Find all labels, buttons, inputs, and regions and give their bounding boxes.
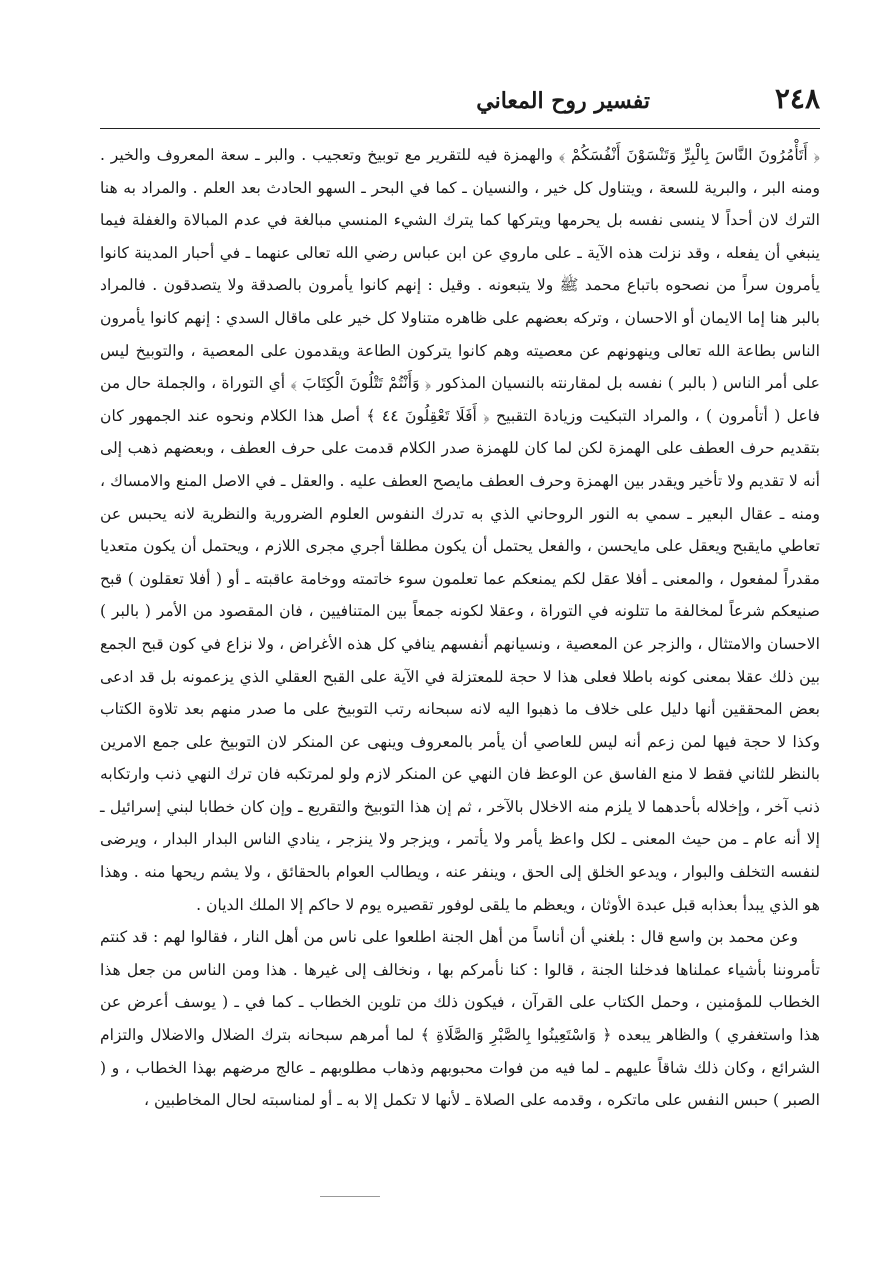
- page-number: ٢٤٨: [774, 82, 820, 115]
- body-text: [100, 139, 820, 1117]
- footer-rule: [320, 1196, 380, 1197]
- paragraph: ﴿ أَتَأْمُرُونَ النَّاسَ بِالْبِرِّ وَتَنْسَوْنَ أَنْفُسَكُمْ ﴾ والهمزة فيه للتقرير مع توبيخ وتعجيب . والبر ـ سعة المعروف والخير . ومنه البر ، والبرية للسعة ، ويتناول كل خير ، والنسيان ـ كما في البحر ـ السهو الحادث بعد العلم . والمراد به هنا الترك لان أحداً لا ينسى نفسه بل يحرمها ويتركها كما يترك الشيء المنسي مبالغة في عدم المبالاة والغفلة فيما ينبغي أن يفعله ، وقد نزلت هذه الآية ـ على ماروي عن ابن عباس رضي الله تعالى عنهما ـ في أحبار المدينة كانوا يأمرون سراً من نصحوه باتباع محمد ﷺ ولا يتبعونه . وقيل : إنهم كانوا يأمرون بالصدقة ولا يتصدقون . فالمراد بالبر هنا إما الايمان أو الاحسان ، وتركه بعضهم على ظاهره متناولا كل خير على ماقال السدي : إنهم كانوا يأمرون الناس بطاعة الله تعالى وينهونهم عن معصيته وهم كانوا يتركون الطاعة ويقدمون على المعصية ، والتوبيخ ليس على أمر الناس ( بالبر ) نفسه بل لمقارنته بالنسيان المذكور ﴿ وَأَنْتُمْ تَتْلُونَ الْكِتَابَ ﴾ أي التوراة ، والجملة حال من فاعل ( أتأمرون ) ، والمراد التبكيت وزيادة التقبيح ﴿ أَفَلَا تَعْقِلُونَ ٤٤ ﴾ أصل هذا الكلام ونحوه عند الجمهور كان بتقديم حرف العطف على الهمزة لكن لما كان للهمزة صدر الكلام قدمت على حرف العطف ، وبعضهم ذهب إلى أنه لا تقديم ولا تأخير ويقدر بين الهمزة وحرف العطف مايصح العطف عليه . والعقل ـ في الاصل المنع والامساك ، ومنه ـ عقال البعير ـ سمي به النور الروحاني الذي به تدرك النفوس العلوم الضرورية والنظرية لانه يحبس عن تعاطي مايقبح ويعقل على مايحسن ، والفعل يحتمل أن يكون مطلقا أجري مجرى اللازم ، ويحتمل أن يكون متعديا مقدراً لمفعول ، والمعنى ـ أفلا عقل لكم يمنعكم عما تعلمون سوء خاتمته ووخامة عاقبته ـ أو ( أفلا تعقلون ) قبح صنيعكم شرعاً لمخالفة ما تتلونه في التوراة ، وعقلا لكونه جمعاً بين المتنافيين ، فان المقصود من الأمر ( بالبر ) الاحسان والامتثال ، والزجر عن المعصية ، ونسيانهم أنفسهم ينافي كل هذه الأغراض ، ولا نزاع في كون قبح الجمع بين ذلك عقلا بمعنى كونه باطلا فعلى هذا لا حجة للمعتزلة في الآية على القبح العقلي الذي يزعمونه بل قد ادعى بعض المحققين أنها دليل على خلاف ما ذهبوا اليه لانه سبحانه رتب التوبيخ على ما صدر منهم بعد تلاوة الكتاب وكذا لا حجة فيها لمن زعم أنه ليس للعاصي أن يأمر بالمعروف وينهى عن المنكر لان التوبيخ على جمع الامرين بالنظر للثاني فقط لا منع الفاسق عن الوعظ فان النهي عن المنكر لازم ولو لمرتكبه فان ترك النهي ذنب وارتكابه ذنب آخر ، وإخلاله بأحدهما لا يلزم منه الاخلال بالآخر ، ثم إن هذا التوبيخ والتقريع ـ وإن كان خطابا لبني إسرائيل ـ إلا أنه عام ـ من حيث المعنى ـ لكل واعظ يأمر ولا يأتمر ، ويزجر ولا ينزجر ، ينادي الناس البدار البدار ، ويرضى لنفسه التخلف والبوار ، ويدعو الخلق إلى الحق ، وينفر عنه ، ويطالب العوام بالحقائق ، ولا يشم ريحها منه . وهذا هو الذي يبدأ بعذابه قبل عبدة الأوثان ، ويعظم ما يلقى لوفور تقصيره يوم لا حاكم إلا الملك الديان .: [100, 146, 821, 914]
- running-title: تفسير روح المعاني: [476, 88, 650, 114]
- paragraph: وعن محمد بن واسع قال : بلغني أن أناساً من أهل الجنة اطلعوا على ناس من أهل النار ، فقالوا لهم : قد كنتم تأمروننا بأشياء عملناها فدخلنا الجنة ، قالوا : كنا نأمركم بها ، ونخالف إلى غيرها . هذا ومن الناس من جعل هذا الخطاب للمؤمنين ، وحمل الكتاب على القرآن ، فيكون ذلك من تلوين الخطاب ـ كما في ـ ( يوسف أعرض عن هذا واستغفري ) والظاهر يبعده ﴿ وَاسْتَعِينُوا بِالصَّبْرِ وَالصَّلَاةِ ﴾ لما أمرهم سبحانه بترك الضلال والاضلال والتزام الشرائع ، وكان ذلك شاقاً عليهم ـ لما فيه من فوات محبوبهم وذهاب مطلوبهم ـ عالج مرضهم بهذا الخطاب ، و ( الصبر ) حبس النفس على ماتكره ، وقدمه على الصلاة ـ لأنها لا تكمل إلا به ـ أو لمناسبته لحال المخاطبين ،: [100, 928, 820, 1110]
- page-header: [100, 80, 820, 129]
- page: [100, 80, 820, 1200]
